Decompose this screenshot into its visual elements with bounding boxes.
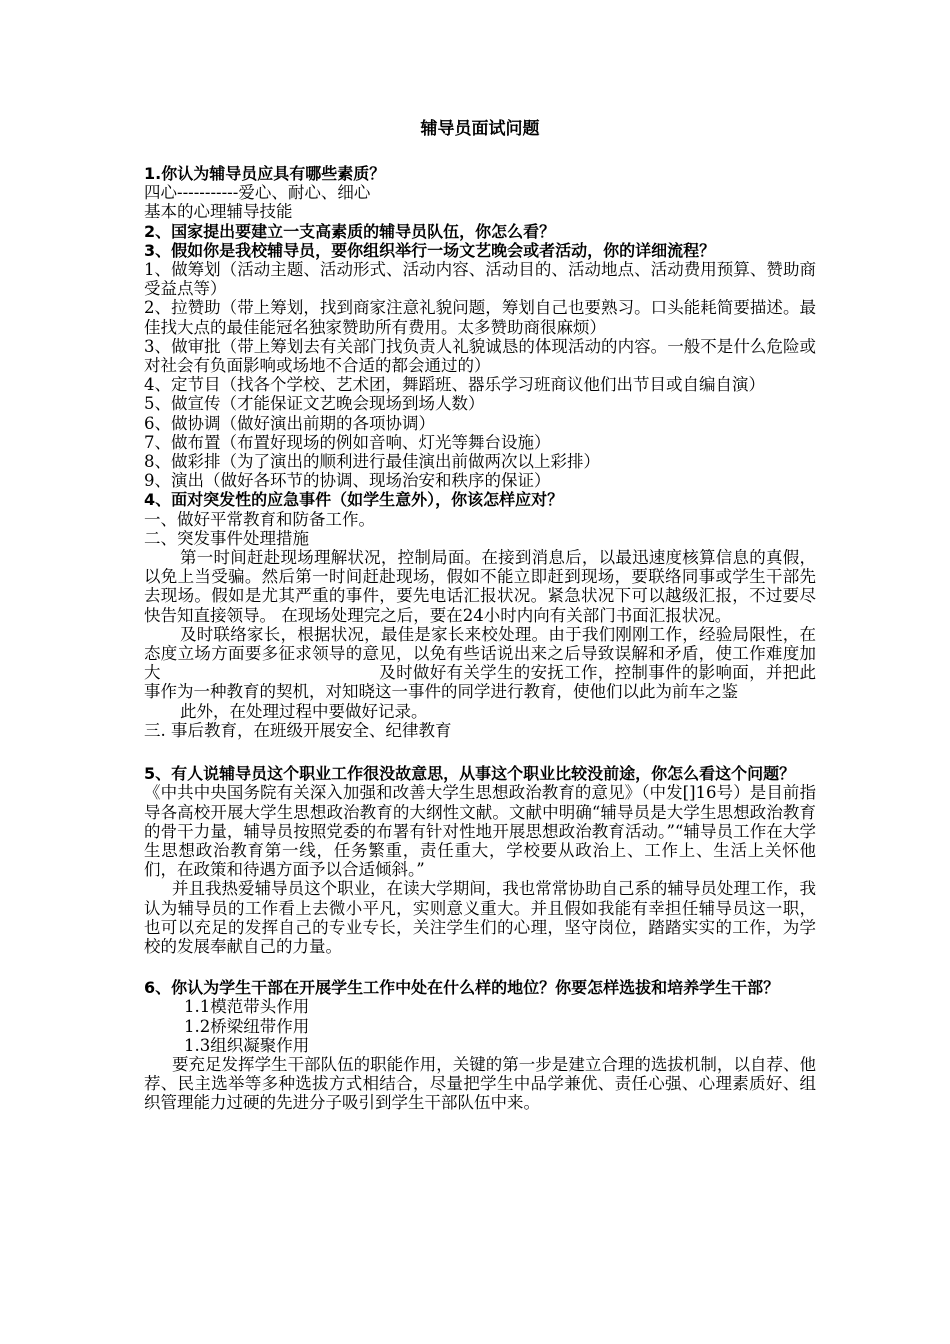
- question-1: 1.你认为辅导员应具有哪些素质？: [144, 164, 386, 183]
- q6-role-3: 1.3组织凝聚作用: [184, 1035, 310, 1055]
- q4-item-3: 三. 事后教育，在班级开展安全、纪律教育: [144, 720, 452, 740]
- q5-paragraph-2: 并且我热爱辅导员这个职业，在读大学期间，我也常常协助自己系的辅导员处理工作，我认为辅导员的工作看上去微小平凡，实则意义重大。并且假如我能有幸担任辅导员这一职，也可以充足的发挥自己的专业专长，关注学生们的心理，坚守岗位，踏踏实实的工作，为学校的发展奉献自己的力量。: [144, 879, 816, 956]
- q4-item-1: 一、做好平常教育和防备工作。: [144, 509, 375, 529]
- q3-step-2: 2、拉赞助（带上筹划，找到商家注意礼貌问题，筹划自己也要熟习。口头能耗简要描述。最佳找大点的最佳能冠名独家赞助所有费用。太多赞助商很麻烦）: [144, 298, 816, 337]
- spacer: [144, 956, 816, 978]
- spacer: [144, 740, 816, 764]
- document-page: [144, 118, 816, 1113]
- q5-paragraph-1: 《中共中央国务院有关深入加强和改善大学生思想政治教育的意见》（中发[]16号）是目前指导各高校开展大学生思想政治教育的大纲性文献。文献中明确“辅导员是大学生思想政治教育的骨干力量，辅导员按照党委的布署有针对性地开展思想政治教育活动。”“辅导员工作在大学生思想政治教育第一线，任务繁重，责任重大，学校要从政治上、工作上、生活上关怀他们，在政策和待遇方面予以合适倾斜。”: [144, 783, 816, 880]
- q3-step-8: 8、做彩排（为了演出的顺利进行最佳演出前做两次以上彩排）: [144, 452, 600, 472]
- question-4: 4、面对突发性的应急事件（如学生意外），你该怎样应对？: [144, 490, 564, 510]
- q4-item-2: 二、突发事件处理措施: [144, 528, 309, 548]
- q6-role-2: 1.2桥梁纽带作用: [184, 1016, 310, 1036]
- q4-paragraph-3: 此外，在处理过程中要做好记录。: [180, 701, 428, 721]
- q1-answer-1: 四心-----------爱心、耐心、细心: [144, 183, 371, 203]
- q3-step-7: 7、做布置（布置好现场的例如音响、灯光等舞台设施）: [144, 432, 551, 452]
- question-6: 6、你认为学生干部在开展学生工作中处在什么样的地位？你要怎样选拔和培养学生干部？: [144, 978, 780, 998]
- q4-paragraph-1: 第一时间赶赴现场理解状况，控制局面。在接到消息后，以最迅速度核算信息的真假，以免上当受骗。然后第一时间赶赴现场，假如不能立即赶到现场，要联络同事或学生干部先去现场。假如是尤其严重的事件，要先电话汇报状况。紧急状况下可以越级汇报，不过要尽快告知直接领导。 在现场处理完之后，要在24小时内向有关部门书面汇报状况。: [144, 548, 816, 625]
- q3-step-9: 9、演出（做好各环节的协调、现场治安和秩序的保证）: [144, 471, 551, 491]
- q3-step-1: 1、做筹划（活动主题、活动形式、活动内容、活动目的、活动地点、活动费用预算、赞助商受益点等）: [144, 260, 816, 299]
- q3-step-5: 5、做宣传（才能保证文艺晚会现场到场人数）: [144, 394, 485, 414]
- document-title: 辅导员面试问题: [420, 119, 540, 139]
- question-3: 3、假如你是我校辅导员，要你组织举行一场文艺晚会或者活动，你的详细流程？: [144, 240, 716, 260]
- q1-answer-2: 基本的心理辅导技能: [144, 202, 293, 222]
- q3-step-3: 3、做审批（带上筹划去有关部门找负责人礼貌诚恳的体现活动的内容。一般不是什么危险或对社会有负面影响或场地不合适的都会通过的）: [144, 336, 816, 376]
- question-5: 5、有人说辅导员这个职业工作很没故意思，从事这个职业比较没前途，你怎么看这个问题？: [144, 764, 796, 784]
- q6-role-1: 1.1模范带头作用: [184, 997, 310, 1017]
- q4-paragraph-2: 及时联络家长，根据状况，最佳是家长来校处理。由于我们刚刚工作，经验局限性，在态度立场方面要多征求领导的意见，以免有些话说出来之后导致误解和矛盾，使工作难度加大 及时做好有关学生的安抚工作，控制事件的影响面，并把此事作为一种教育的契机，对知晓这一事件的同学进行教育，使他们以此为前车之鉴: [144, 624, 816, 702]
- q3-step-4: 4、定节目（找各个学校、艺术团，舞蹈班、器乐学习班商议他们出节目或自编自演）: [144, 375, 765, 395]
- q3-step-6: 6、做协调（做好演出前期的各项协调）: [144, 413, 435, 433]
- q6-paragraph-1: 要充足发挥学生干部队伍的职能作用，关键的第一步是建立合理的选拔机制，以自荐、他荐、民主选举等多种选拔方式相结合，尽量把学生中品学兼优、责任心强、心理素质好、组织管理能力过硬的先进分子吸引到学生干部队伍中来。: [144, 1054, 816, 1113]
- question-2: 2、国家提出要建立一支高素质的辅导员队伍，你怎么看？: [144, 221, 556, 241]
